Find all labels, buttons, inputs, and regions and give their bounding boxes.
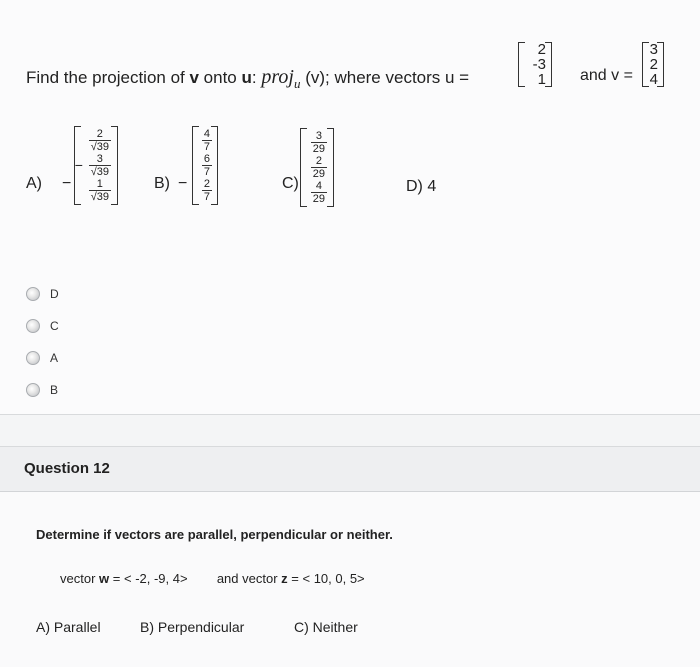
answer-parallel: A) Parallel bbox=[36, 619, 101, 635]
choice-b-label: B) bbox=[154, 175, 170, 192]
u-entry-3: 1 bbox=[537, 71, 546, 88]
u-entry-2: -3 bbox=[532, 56, 546, 73]
c2-den: 29 bbox=[312, 168, 325, 180]
question-12-vectors bbox=[60, 571, 365, 586]
a3-den: √39 bbox=[90, 191, 109, 203]
c3-num: 4 bbox=[315, 180, 322, 192]
radio-button[interactable] bbox=[26, 383, 40, 397]
option-a[interactable] bbox=[26, 342, 59, 374]
radio-button[interactable] bbox=[26, 287, 40, 301]
choice-b-sign: − bbox=[178, 175, 188, 192]
vector-w-label: vector bbox=[60, 571, 96, 586]
b1-num: 4 bbox=[203, 128, 210, 140]
a1-den: √39 bbox=[90, 141, 109, 153]
question-12-card bbox=[0, 446, 700, 667]
prompt-u: u bbox=[241, 68, 252, 87]
u-entry-1: 2 bbox=[537, 41, 546, 58]
vector-z-name: z bbox=[281, 571, 288, 586]
prompt-colon: : bbox=[251, 68, 257, 87]
v-entry-2: 2 bbox=[649, 56, 658, 73]
option-label: A bbox=[50, 351, 59, 365]
a2-den: √39 bbox=[90, 166, 109, 178]
vector-v-matrix bbox=[642, 42, 664, 87]
answer-neither: C) Neither bbox=[294, 619, 358, 635]
b3-num: 2 bbox=[203, 178, 210, 190]
prompt-prefix: Find the projection of bbox=[26, 68, 190, 87]
option-c[interactable] bbox=[26, 310, 59, 342]
prompt-vectors: (v); where vectors u = bbox=[300, 68, 470, 87]
option-d[interactable] bbox=[26, 278, 59, 310]
a2-neg: − bbox=[74, 157, 83, 173]
vector-w-value: = < -2, -9, 4> bbox=[112, 571, 188, 586]
proj-sub: u bbox=[293, 76, 301, 91]
c3-den: 29 bbox=[312, 193, 325, 205]
b3-den: 7 bbox=[203, 191, 210, 203]
choice-a-matrix bbox=[74, 126, 118, 205]
vector-z-value: = < 10, 0, 5> bbox=[291, 571, 365, 586]
radio-button[interactable] bbox=[26, 319, 40, 333]
a3-num: 1 bbox=[96, 178, 103, 190]
a1-num: 2 bbox=[96, 128, 103, 140]
answer-perpendicular: B) Perpendicular bbox=[140, 619, 245, 635]
choice-b-matrix bbox=[192, 126, 218, 205]
b2-den: 7 bbox=[203, 166, 210, 178]
choice-b-entry-2 bbox=[202, 153, 212, 178]
radio-button[interactable] bbox=[26, 351, 40, 365]
option-label: D bbox=[50, 287, 59, 301]
prompt-v: v bbox=[189, 68, 199, 87]
choice-a-label: A) bbox=[26, 175, 42, 192]
v-entry-3: 4 bbox=[649, 71, 658, 88]
choice-c-matrix bbox=[300, 128, 334, 207]
choice-d-label: D) 4 bbox=[406, 178, 437, 195]
c2-num: 2 bbox=[315, 155, 322, 167]
choice-b-entry-3 bbox=[202, 178, 212, 203]
a2-num: 3 bbox=[96, 153, 103, 165]
option-label: C bbox=[50, 319, 59, 333]
choice-c-label: C) bbox=[282, 175, 299, 192]
option-b[interactable] bbox=[26, 374, 59, 406]
proj-text: proj bbox=[261, 66, 294, 88]
choice-c-entry-2 bbox=[311, 155, 327, 180]
vector-z-label: and vector bbox=[216, 571, 278, 586]
choice-a-entry-1 bbox=[89, 128, 111, 153]
projection-notation bbox=[261, 66, 301, 91]
choice-c-entry-1 bbox=[311, 130, 327, 155]
v-entry-1: 3 bbox=[649, 41, 658, 58]
choice-b-entry-1 bbox=[202, 128, 212, 153]
prompt-onto: onto bbox=[198, 68, 242, 87]
choice-a-sign: − bbox=[62, 175, 72, 192]
question-12-prompt: Determine if vectors are parallel, perpendicular or neither. bbox=[36, 527, 393, 542]
vector-w-name: w bbox=[99, 571, 110, 586]
choice-a-entry-3 bbox=[89, 178, 111, 203]
c1-num: 3 bbox=[315, 130, 322, 142]
question-12-header bbox=[0, 447, 700, 492]
question-11-prompt bbox=[26, 66, 469, 92]
answer-options bbox=[26, 278, 59, 406]
option-label: B bbox=[50, 383, 59, 397]
b1-den: 7 bbox=[203, 141, 210, 153]
and-v-label: and v = bbox=[580, 67, 633, 84]
b2-num: 6 bbox=[203, 153, 210, 165]
choice-c-entry-3 bbox=[311, 180, 327, 205]
question-12-title: Question 12 bbox=[24, 460, 110, 477]
vector-u-matrix bbox=[518, 42, 552, 87]
choice-a-entry-2 bbox=[74, 153, 111, 178]
c1-den: 29 bbox=[312, 143, 325, 155]
